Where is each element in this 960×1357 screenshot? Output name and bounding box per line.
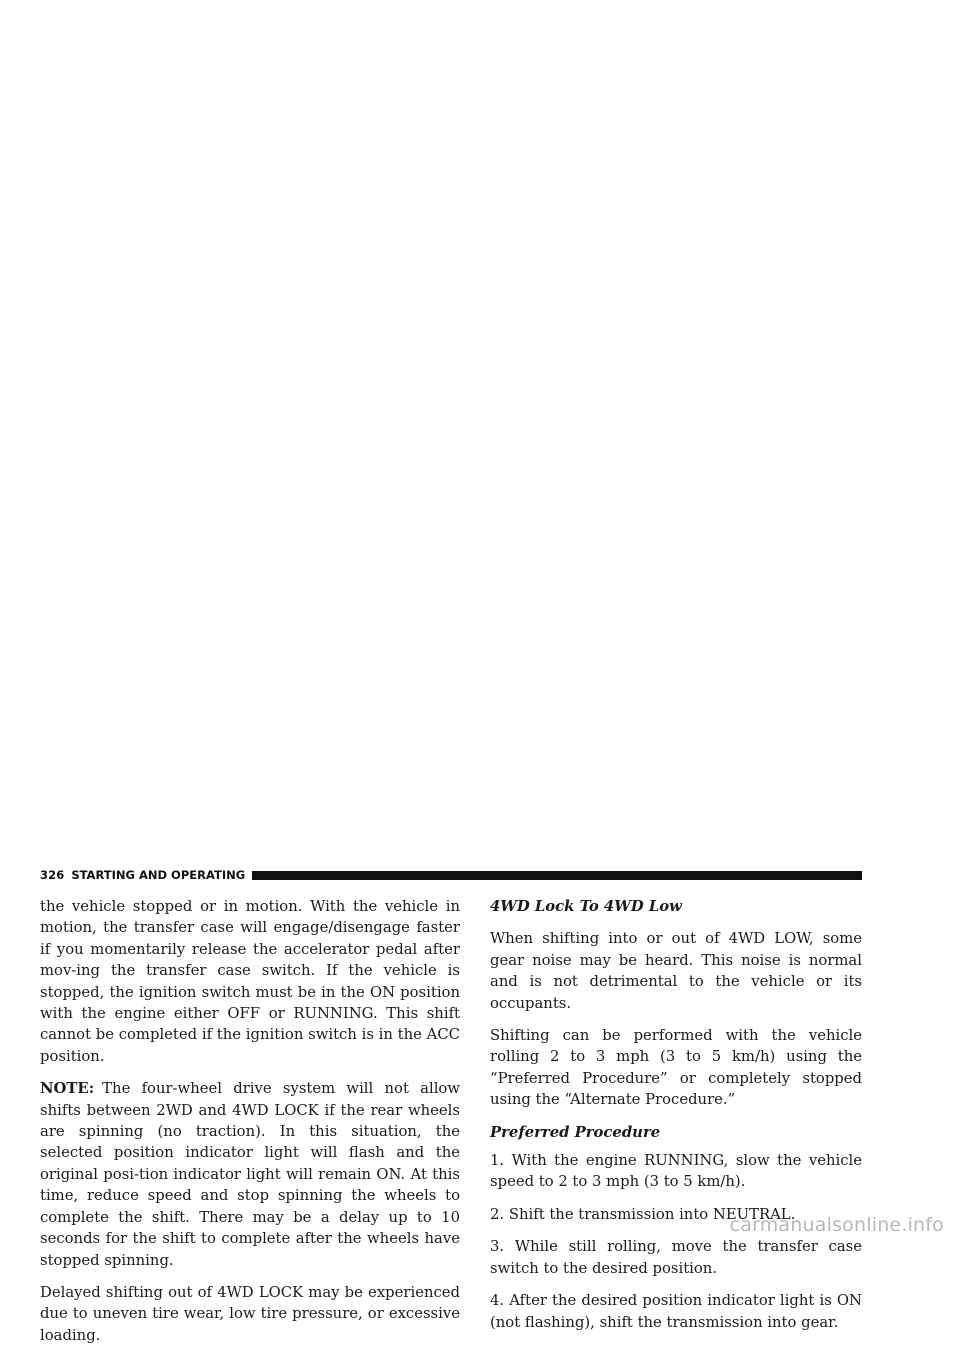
header-rule [252, 871, 862, 880]
note-paragraph [40, 1078, 460, 1271]
page-header [40, 867, 862, 883]
note-label: NOTE: [40, 1080, 95, 1098]
procedure-step-1: 1. With the engine RUNNING, slow the vehicle speed to 2 to 3 mph (3 to 5 km/h). [490, 1152, 862, 1191]
paragraph-delayed-shifting: Delayed shifting out of 4WD LOCK may be experienced due to uneven tire wear, low tire pressure, or excessive loading. [40, 1283, 460, 1344]
watermark: carmanualsonline.info [729, 1214, 944, 1236]
note-text: The four-wheel drive system will not allow shifts between 2WD and 4WD LOCK if the rear wheels are spinning (no traction). In this situation, the selected position indicator light will flash and the original posi-tion indicator light will remain ON. At this time, reduce speed and stop spinning the wheels to complete the shift. There may be a delay up to 10 seconds for the shift to complete after the wheels have stopped spinning. [40, 1080, 460, 1269]
procedure-step-2: 2. Shift the transmission into NEUTRAL. [490, 1205, 796, 1223]
procedure-step-4: 4. After the desired position indicator light is ON (not flashing), shift the transmission into gear. [490, 1292, 862, 1331]
paragraph-shift-motion: the vehicle stopped or in motion. With the vehicle in motion, the transfer case will engage/disengage faster if you momentarily release the accelerator pedal after mov-ing the transfer case switch. If the vehicle is stopped, the ignition switch must be in the ON position with the engine either OFF or RUNNING. This shift cannot be completed if the ignition switch is in the ACC position. [40, 898, 460, 1065]
right-column [490, 896, 862, 1344]
page-number: 326 [40, 868, 65, 882]
procedure-step-3: 3. While still rolling, move the transfer case switch to the desired position. [490, 1238, 862, 1277]
section-title: STARTING AND OPERATING [71, 868, 246, 882]
subheading-4wd-lock-to-low: 4WD Lock To 4WD Low [490, 898, 682, 915]
paragraph-shifting-procedure: Shifting can be performed with the vehicle rolling 2 to 3 mph (3 to 5 km/h) using the “Preferred Procedure” or completely stopped using the “Alternate Procedure.” [490, 1027, 862, 1109]
preferred-procedure-heading: Preferred Procedure [490, 1123, 661, 1141]
left-column [40, 896, 460, 1357]
paragraph-gear-noise: When shifting into or out of 4WD LOW, some gear noise may be heard. This noise is normal and is not detrimental to the vehicle or its occupants. [490, 930, 862, 1012]
